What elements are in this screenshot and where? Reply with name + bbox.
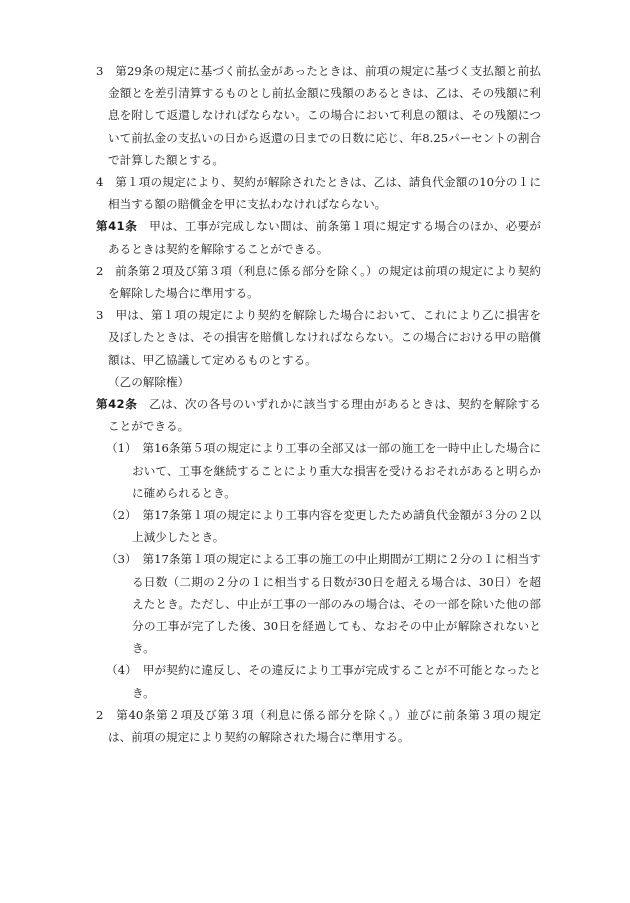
item-number: （4） — [106, 663, 132, 678]
paragraph-text: 前条第２項及び第３項（利息に係る部分を除く。）の規定は前項の規定により契約を解除した場合に準用する。 — [108, 263, 541, 301]
paragraph-3 — [96, 60, 541, 171]
article-text: 乙は、次の各号のいずれかに該当する理由があるときは、契約を解除することができる。 — [108, 397, 541, 434]
item-number: （3） — [106, 552, 131, 567]
item-text: 甲が契約に違反し、その違反により工事が完成することが不可能となったとき。 — [132, 663, 541, 700]
item-number: （2） — [106, 508, 131, 523]
paragraph-4 — [96, 171, 541, 215]
paragraph-text: 第１項の規定により、契約が解除されたときは、乙は、請負代金額の10分の１に相当する額の賠償金を甲に支払わなければならない。 — [108, 175, 541, 212]
paragraph-number: 4 — [96, 175, 104, 190]
item-text: 第17条第１項の規定により工事内容を変更したため請負代金額が３分の２以上減少したとき。 — [132, 508, 541, 545]
article-42-item-4 — [96, 659, 541, 703]
article-42-paragraph-2 — [96, 704, 541, 748]
paragraph-number: 2 — [96, 707, 104, 722]
article-42-item-3 — [96, 548, 541, 659]
paragraph-text: 甲は、第１項の規定により契約を解除した場合において、これにより乙に損害を及ぼしたときは、その損害を賠償しなければならない。この場合における甲の賠償額は、甲乙協議して定めるものとする。 — [108, 308, 541, 367]
paragraph-number: 3 — [96, 64, 104, 78]
article-41 — [96, 215, 541, 259]
article-42-item-2 — [96, 504, 541, 548]
article-number: 第42条 — [96, 397, 138, 412]
paragraph-number: 2 — [96, 263, 104, 278]
item-text: 第17条第１項の規定による工事の施工の中止期間が工期に２分の１に相当する日数（二期の２分の１に相当する日数が30日を超える場合は、30日）を超えたとき。ただし、中止が工事の一部のみの場合は、その一部を除いた他の部分の工事が完了した後、30日を経過しても、なおその中止が解除されないとき。 — [132, 552, 541, 656]
article-number: 第41条 — [96, 219, 138, 234]
item-number: （1） — [106, 441, 131, 456]
paragraph-text: 第40条第２項及び第３項（利息に係る部分を除く。）並びに前条第３項の規定は、前項の規定により契約の解除された場合に準用する。 — [108, 707, 541, 745]
article-42-heading: （乙の解除権） — [108, 374, 190, 389]
article-text: 甲は、工事が完成しない間は、前条第１項に規定する場合のほか、必要があるときは契約を解除することができる。 — [108, 219, 541, 256]
article-42 — [96, 393, 541, 437]
article-41-paragraph-3 — [96, 304, 541, 371]
article-41-paragraph-2 — [96, 260, 541, 304]
contract-text-body — [96, 60, 541, 748]
item-text: 第16条第５項の規定により工事の全部又は一部の施工を一時中止した場合において、工事を継続することにより重大な損害を受けるおそれがあると明らかに確められるとき。 — [132, 441, 541, 500]
paragraph-text: 第29条の規定に基づく前払金があったときは、前項の規定に基づく支払額と前払金額とを差引清算するものとし前払金額に残額のあるときは、乙は、その残額に利息を附して返還しなければならない。この場合において利息の額は、その残額について前払金の支払いの日から返還の日までの日数に応じ、年8.25パーセントの割合で計算した額とする。 — [108, 64, 541, 167]
article-42-item-1 — [96, 437, 541, 504]
paragraph-number: 3 — [96, 308, 104, 323]
